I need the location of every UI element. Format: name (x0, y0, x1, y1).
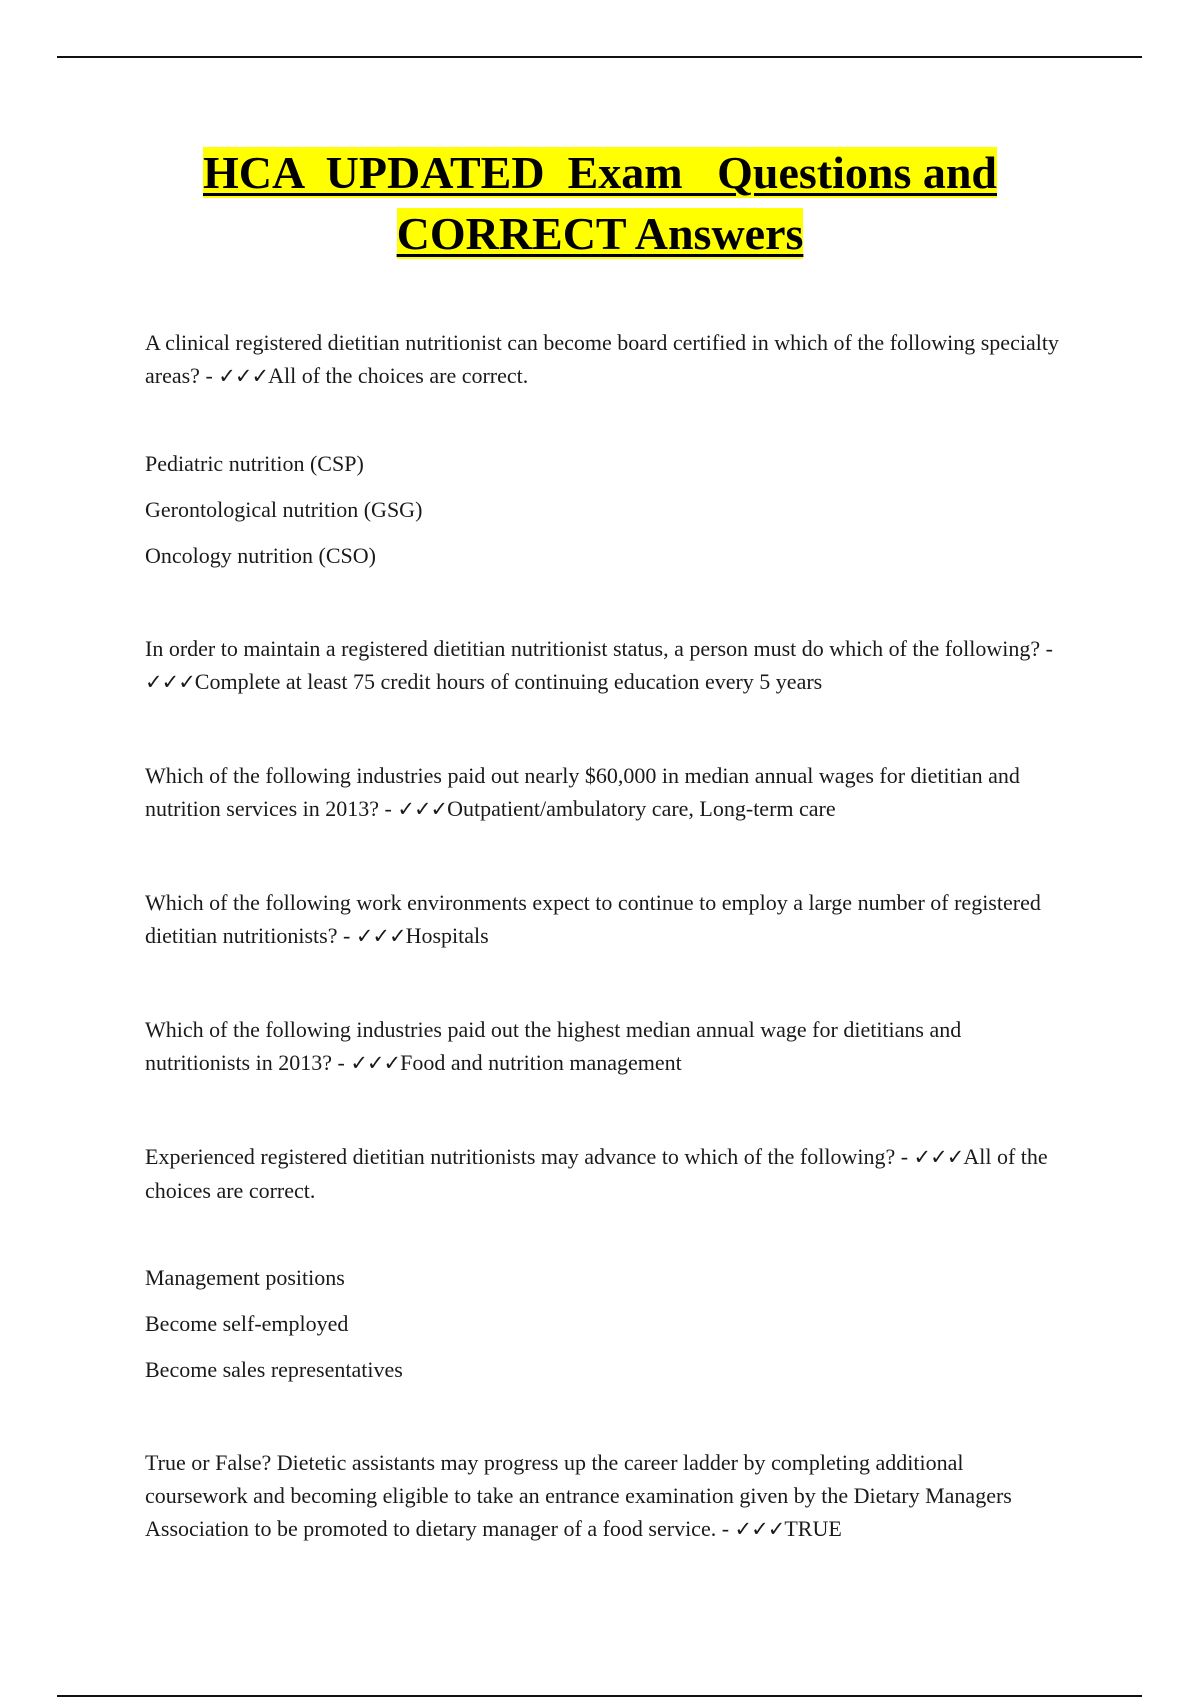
option-item: Gerontological nutrition (GSG) (145, 497, 423, 522)
answer-text: Hospitals (405, 923, 489, 948)
qa-item (145, 759, 1065, 826)
checkmark-icon: ✓✓✓ (218, 364, 269, 388)
question-text: True or False? Dietetic assistants may progress up the career ladder by completing additional coursework and becoming eligible to take an entrance examination given by the Dietary Managers Association to be promoted to dietary manager of a food service. (145, 1450, 1012, 1541)
question-text: In order to maintain a registered dietitian nutritionist status, a person must do which of the following? (145, 636, 1041, 661)
checkmark-icon: ✓✓✓ (145, 670, 195, 694)
answer-text: All of the choices are correct. (268, 363, 529, 388)
checkmark-icon: ✓✓✓ (913, 1145, 964, 1169)
qa-item (145, 886, 1065, 953)
qa-item (145, 326, 1065, 393)
answer-separator: - (199, 363, 219, 388)
answer-separator: - (379, 796, 398, 821)
answer-separator: - (337, 923, 356, 948)
qa-item (145, 1446, 1065, 1546)
option-list (145, 447, 1065, 572)
checkmark-icon: ✓✓✓ (734, 1517, 785, 1541)
answer-separator: - (895, 1144, 914, 1169)
answer-text: Food and nutrition management (400, 1050, 682, 1075)
answer-text: Complete at least 75 credit hours of continuing education every 5 years (194, 669, 823, 694)
option-item: Oncology nutrition (CSO) (145, 543, 376, 568)
option-list (145, 1261, 1065, 1386)
qa-item (145, 1140, 1065, 1207)
qa-item (145, 632, 1065, 699)
document-title (0, 142, 1200, 264)
option-item: Become sales representatives (145, 1357, 403, 1382)
qa-item (145, 1013, 1065, 1080)
title-line-1 (0, 142, 1200, 203)
checkmark-icon: ✓✓✓ (355, 924, 406, 948)
top-rule (57, 56, 1142, 58)
checkmark-icon: ✓✓✓ (397, 797, 448, 821)
option-item: Pediatric nutrition (CSP) (145, 451, 364, 476)
answer-text: TRUE (784, 1516, 842, 1541)
option-item: Management positions (145, 1265, 345, 1290)
answer-separator: - (1040, 636, 1053, 661)
question-text: A clinical registered dietitian nutritionist can become board certified in which of the following specialty areas? (145, 330, 1059, 388)
answer-text: All of the choices are correct. (145, 1144, 1048, 1203)
title-line-1-text: HCA UPDATED Exam Questions and (202, 147, 998, 198)
answer-text: Outpatient/ambulatory care, Long-term care (447, 796, 836, 821)
bottom-rule (57, 1695, 1142, 1697)
question-text: Experienced registered dietitian nutritionists may advance to which of the following? (145, 1144, 896, 1169)
answer-separator: - (332, 1050, 351, 1075)
option-item: Become self-employed (145, 1311, 349, 1336)
question-text: Which of the following work environments expect to continue to employ a large number of registered dietitian nutritionists? (145, 890, 1041, 948)
question-text: Which of the following industries paid out nearly $60,000 in median annual wages for dietitian and nutrition services in 2013? (145, 763, 1020, 821)
answer-separator: - (716, 1516, 735, 1541)
title-line-2 (0, 203, 1200, 264)
title-line-2-text: CORRECT Answers (396, 208, 804, 259)
question-text: Which of the following industries paid out the highest median annual wage for dietitians and nutritionists in 2013? (145, 1017, 962, 1075)
qa-list (145, 326, 1065, 1606)
checkmark-icon: ✓✓✓ (350, 1051, 401, 1075)
